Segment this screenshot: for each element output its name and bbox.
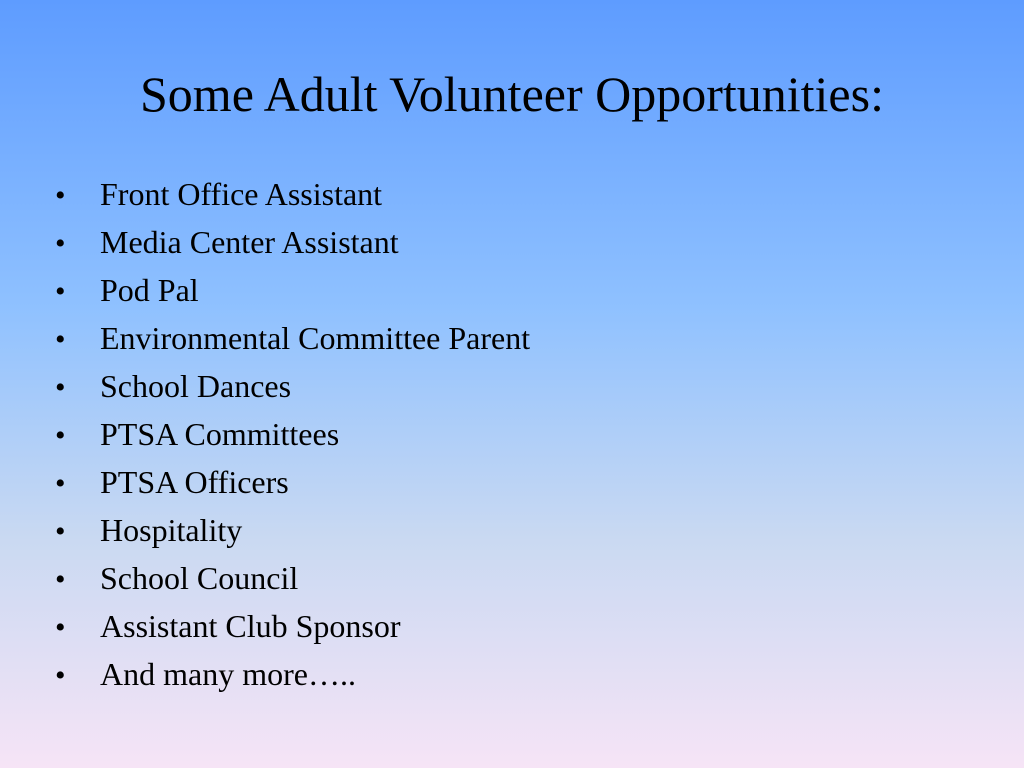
list-item <box>55 266 530 314</box>
list-item-label: School Council <box>100 560 299 596</box>
list-item-label: Front Office Assistant <box>100 176 383 212</box>
list-item <box>55 218 530 266</box>
bullet-icon: • <box>55 563 66 596</box>
list-item <box>55 362 530 410</box>
bullet-icon: • <box>55 515 66 548</box>
list-item <box>55 506 530 554</box>
list-item <box>55 410 530 458</box>
list-item-label: PTSA Officers <box>100 464 289 500</box>
bullet-icon: • <box>55 371 66 404</box>
bullet-icon: • <box>55 323 66 356</box>
bullet-icon: • <box>55 467 66 500</box>
bullet-list <box>55 170 530 698</box>
bullet-icon: • <box>55 179 66 212</box>
list-item-label: Hospitality <box>100 512 243 548</box>
bullet-icon: • <box>55 419 66 452</box>
list-item-label: Environmental Committee Parent <box>100 320 531 356</box>
list-item-label: And many more….. <box>100 656 356 692</box>
list-item-label: Assistant Club Sponsor <box>100 608 401 644</box>
list-item <box>55 458 530 506</box>
bullet-icon: • <box>55 611 66 644</box>
list-item <box>55 170 530 218</box>
list-item-label: Pod Pal <box>100 272 199 308</box>
list-item-label: School Dances <box>100 368 292 404</box>
list-item-label: Media Center Assistant <box>100 224 399 260</box>
list-item <box>55 554 530 602</box>
list-item-label: PTSA Committees <box>100 416 340 452</box>
list-item <box>55 602 530 650</box>
bullet-icon: • <box>55 227 66 260</box>
bullet-icon: • <box>55 659 66 692</box>
list-item <box>55 650 530 698</box>
list-item <box>55 314 530 362</box>
slide-title: Some Adult Volunteer Opportunities: <box>140 66 884 122</box>
bullet-icon: • <box>55 275 66 308</box>
